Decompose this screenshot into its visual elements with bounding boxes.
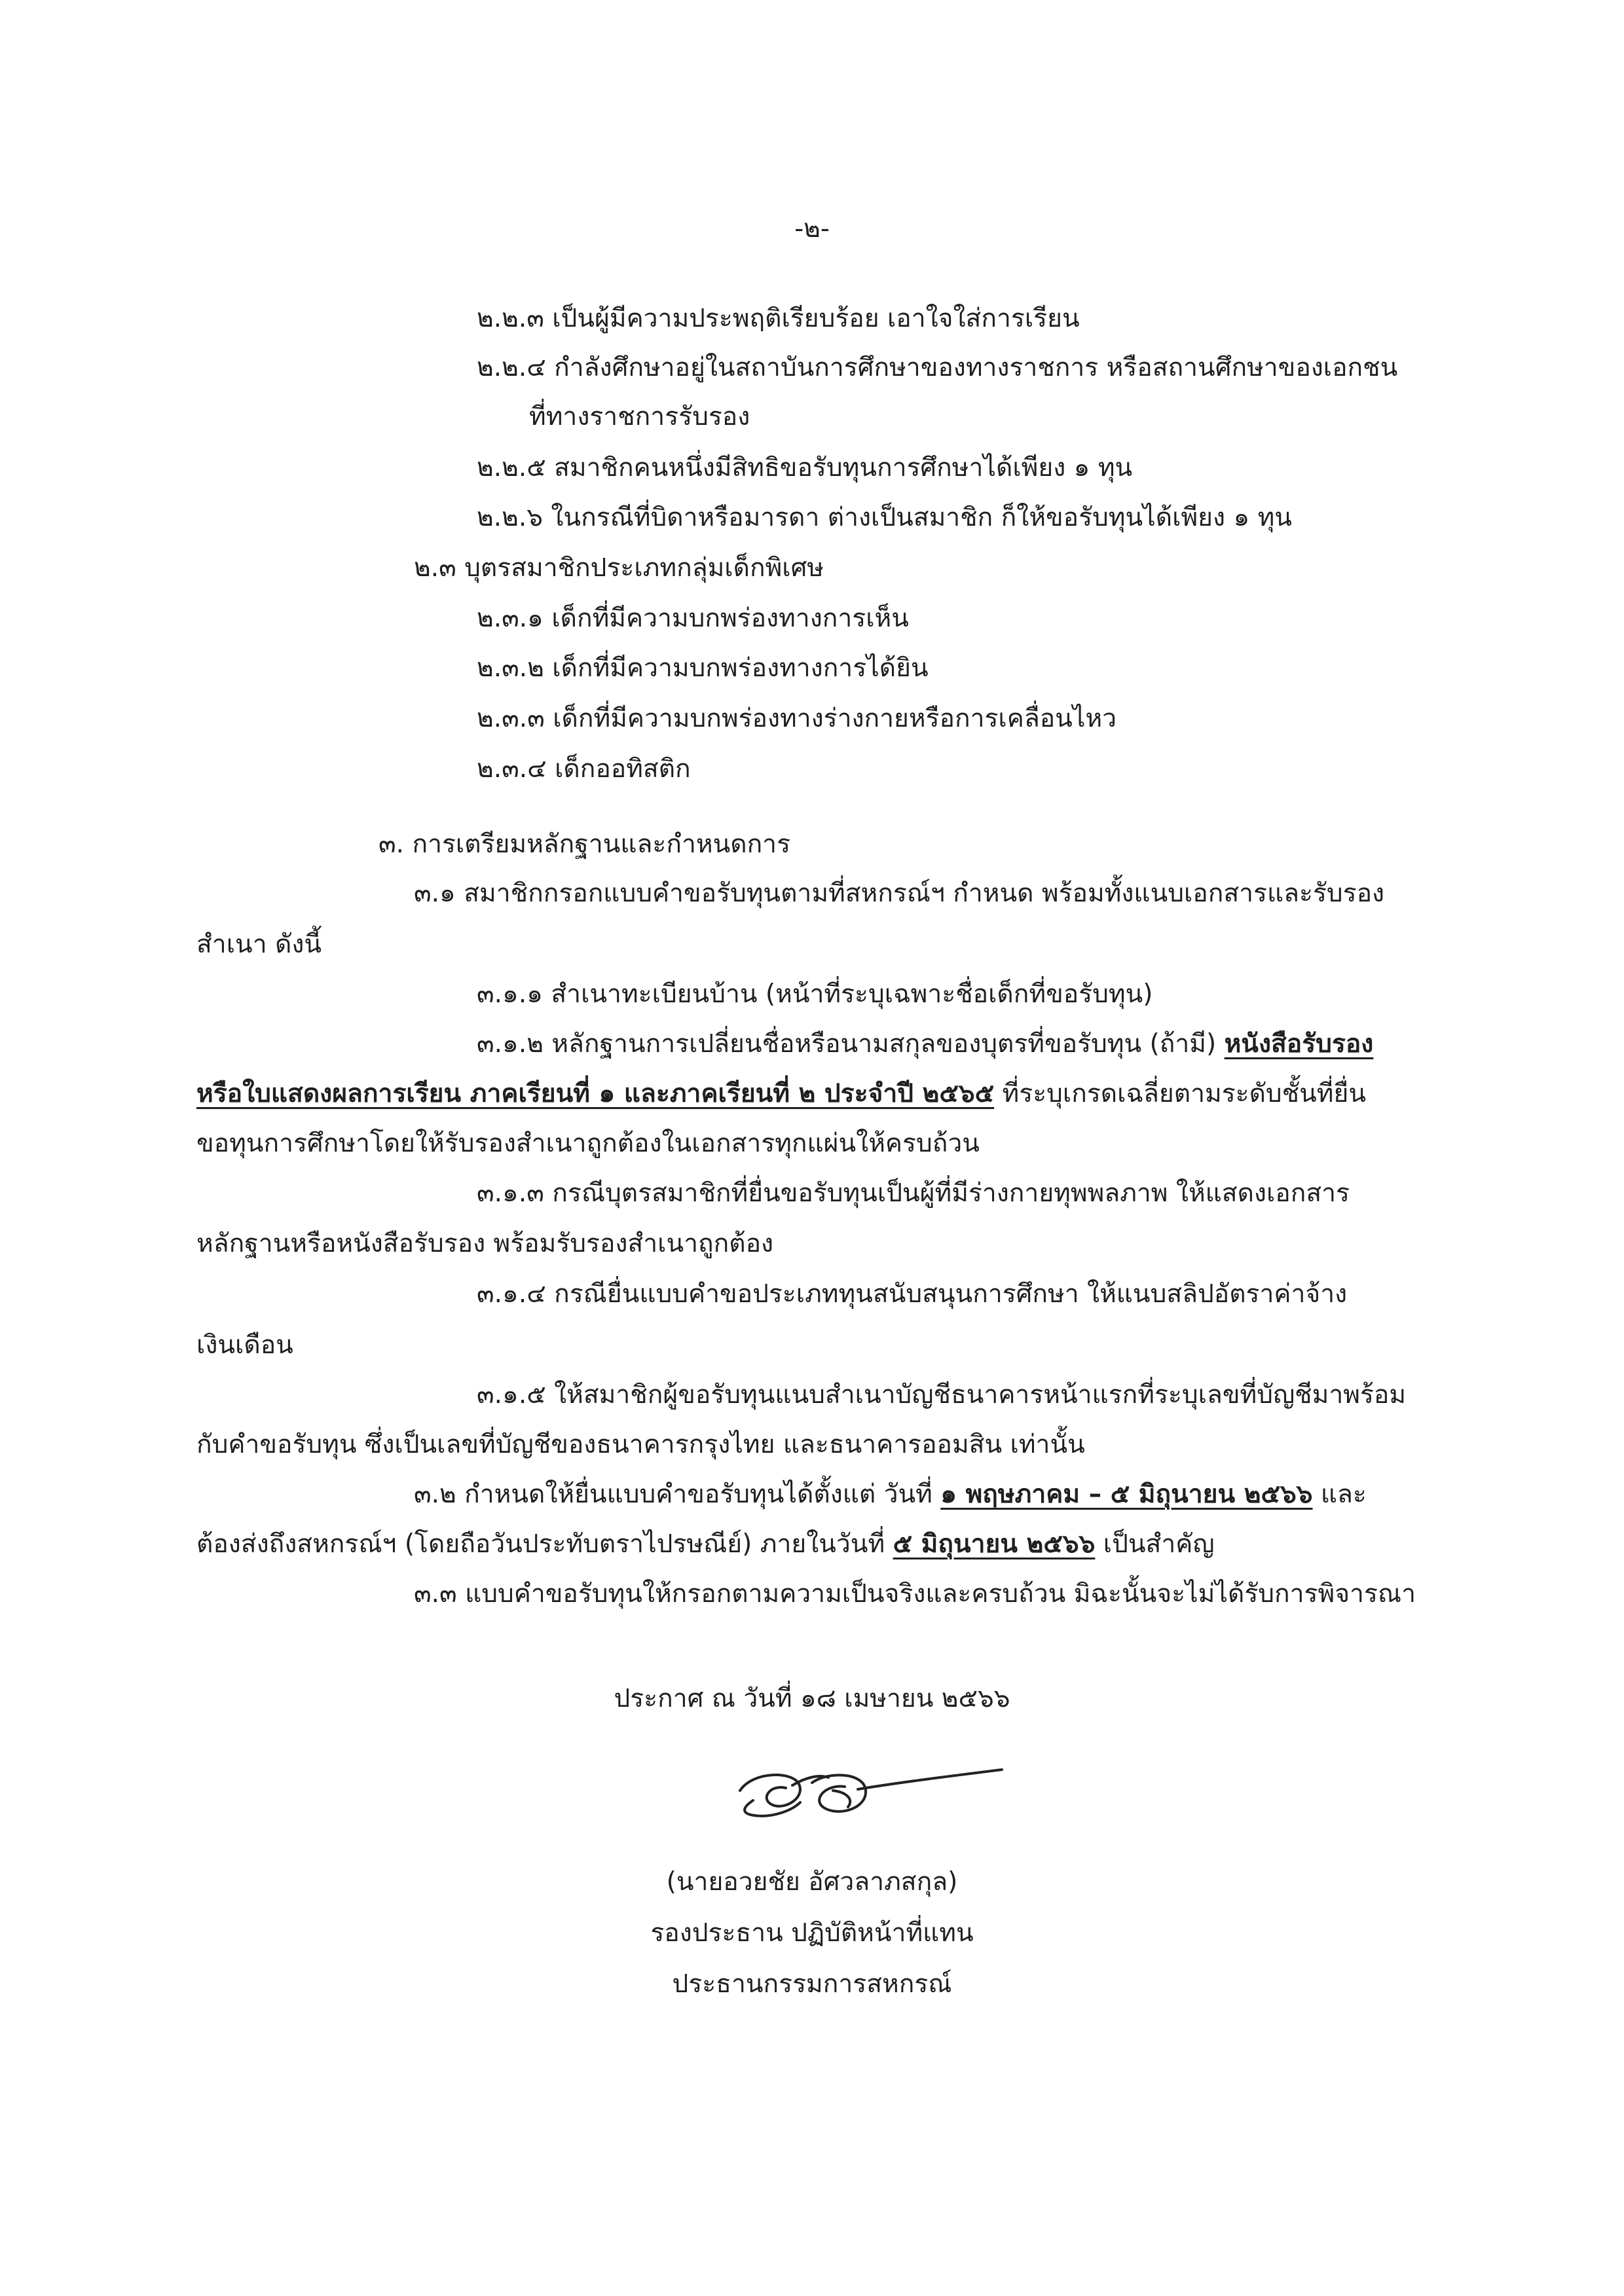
item-2-3-2: ๒.๓.๒ เด็กที่มีความบกพร่องทางการได้ยิน — [477, 653, 929, 683]
item-3-1-3-cont: หลักฐานหรือหนังสือรับรอง พร้อมรับรองสำเนาถูกต้อง — [196, 1229, 774, 1258]
item-2-3-3: ๒.๓.๓ เด็กที่มีความบกพร่องทางร่างกายหรือการเคลื่อนไหว — [477, 704, 1117, 733]
section-3-heading: ๓. การเตรียมหลักฐานและกำหนดการ — [378, 829, 791, 859]
item-3-1-4-cont: เงินเดือน — [196, 1330, 293, 1360]
item-2-2-4: ๒.๒.๔ กำลังศึกษาอยู่ในสถาบันการศึกษาของทางราชการ หรือสถานศึกษาของเอกชน — [477, 353, 1398, 382]
item-3-1-2-line3: ขอทุนการศึกษาโดยให้รับรองสำเนาถูกต้องในเอกสารทุกแผ่นให้ครบถ้วน — [196, 1129, 980, 1158]
item-3-1: ๓.๑ สมาชิกกรอกแบบคำขอรับทุนตามที่สหกรณ์ฯ กำหนด พร้อมทั้งแนบเอกสารและรับรอง — [414, 879, 1385, 908]
item-3-1-5-cont: กับคำขอรับทุน ซึ่งเป็นเลขที่บัญชีของธนาคารกรุงไทย และธนาคารออมสิน เท่านั้น — [196, 1430, 1085, 1459]
announcement-date: ประกาศ ณ วันที่ ๑๘ เมษายน ๒๕๖๖ — [614, 1684, 1010, 1713]
item-3-2-cont — [196, 1528, 1215, 1561]
item-3-1-2-emphasis: หนังสือรับรอง — [1224, 1029, 1374, 1059]
item-2-2-3: ๒.๒.๓ เป็นผู้มีความประพฤติเรียบร้อย เอาใจใส่การเรียน — [477, 304, 1080, 333]
item-3-1-2-line2-text: ที่ระบุเกรดเฉลี่ยตามระดับชั้นที่ยื่น — [994, 1079, 1367, 1108]
item-3-1-4: ๓.๑.๔ กรณียื่นแบบคำขอประเภททุนสนับสนุนการศึกษา ให้แนบสลิปอัตราค่าจ้าง — [477, 1279, 1348, 1309]
signature-image — [714, 1745, 1015, 1836]
item-3-1-2-text: ๓.๑.๒ หลักฐานการเปลี่ยนชื่อหรือนามสกุลของบุตรที่ขอรับทุน (ถ้ามี) — [477, 1029, 1225, 1059]
item-3-2-deadline: ๕ มิถุนายน ๒๕๖๖ — [893, 1529, 1096, 1559]
item-2-3-1: ๒.๓.๑ เด็กที่มีความบกพร่องทางการเห็น — [477, 604, 909, 633]
item-3-1-2-line2 — [196, 1078, 1366, 1110]
page-number: -๒- — [794, 214, 830, 244]
signer-title: ประธานกรรมการสหกรณ์ — [672, 1969, 952, 1999]
item-2-3-4: ๒.๓.๔ เด็กออทิสติก — [477, 754, 691, 784]
item-3-1-2-emphasis-cont: หรือใบแสดงผลการเรียน ภาคเรียนที่ ๑ และภาคเรียนที่ ๒ ประจำปี ๒๕๖๕ — [196, 1079, 995, 1108]
item-3-2-tail: และ — [1312, 1480, 1367, 1509]
item-3-2 — [414, 1478, 1367, 1511]
item-3-2-cont-text: ต้องส่งถึงสหกรณ์ฯ (โดยถือวันประทับตราไปรษณีย์) ภายในวันที่ — [196, 1529, 893, 1559]
item-3-1-2 — [477, 1028, 1373, 1061]
item-3-2-cont-tail: เป็นสำคัญ — [1095, 1529, 1215, 1559]
item-3-3: ๓.๓ แบบคำขอรับทุนให้กรอกตามความเป็นจริงและครบถ้วน มิฉะนั้นจะไม่ได้รับการพิจารณา — [414, 1579, 1416, 1609]
item-2-3: ๒.๓ บุตรสมาชิกประเภทกลุ่มเด็กพิเศษ — [414, 553, 824, 583]
item-2-2-4-cont: ที่ทางราชการรับรอง — [529, 402, 750, 431]
item-2-2-5: ๒.๒.๕ สมาชิกคนหนึ่งมีสิทธิขอรับทุนการศึกษาได้เพียง ๑ ทุน — [477, 453, 1133, 483]
item-3-1-3: ๓.๑.๓ กรณีบุตรสมาชิกที่ยื่นขอรับทุนเป็นผู้ที่มีร่างกายทุพพลภาพ ให้แสดงเอกสาร — [477, 1178, 1350, 1208]
item-3-1-5: ๓.๑.๕ ให้สมาชิกผู้ขอรับทุนแนบสำเนาบัญชีธนาคารหน้าแรกที่ระบุเลขที่บัญชีมาพร้อม — [477, 1380, 1407, 1410]
item-3-2-text: ๓.๒ กำหนดให้ยื่นแบบคำขอรับทุนได้ตั้งแต่ วันที่ — [414, 1480, 941, 1509]
item-3-1-1: ๓.๑.๑ สำเนาทะเบียนบ้าน (หน้าที่ระบุเฉพาะชื่อเด็กที่ขอรับทุน) — [477, 979, 1153, 1009]
item-3-1-cont: สำเนา ดังนี้ — [196, 930, 322, 959]
item-3-2-date-range: ๑ พฤษภาคม – ๕ มิถุนายน ๒๕๖๖ — [940, 1480, 1313, 1509]
signer-position: รองประธาน ปฏิบัติหน้าที่แทน — [650, 1918, 974, 1948]
item-2-2-6: ๒.๒.๖ ในกรณีที่บิดาหรือมารดา ต่างเป็นสมาชิก ก็ให้ขอรับทุนได้เพียง ๑ ทุน — [477, 503, 1292, 532]
signer-name: (นายอวยชัย อัศวลาภสกุล) — [666, 1867, 958, 1897]
